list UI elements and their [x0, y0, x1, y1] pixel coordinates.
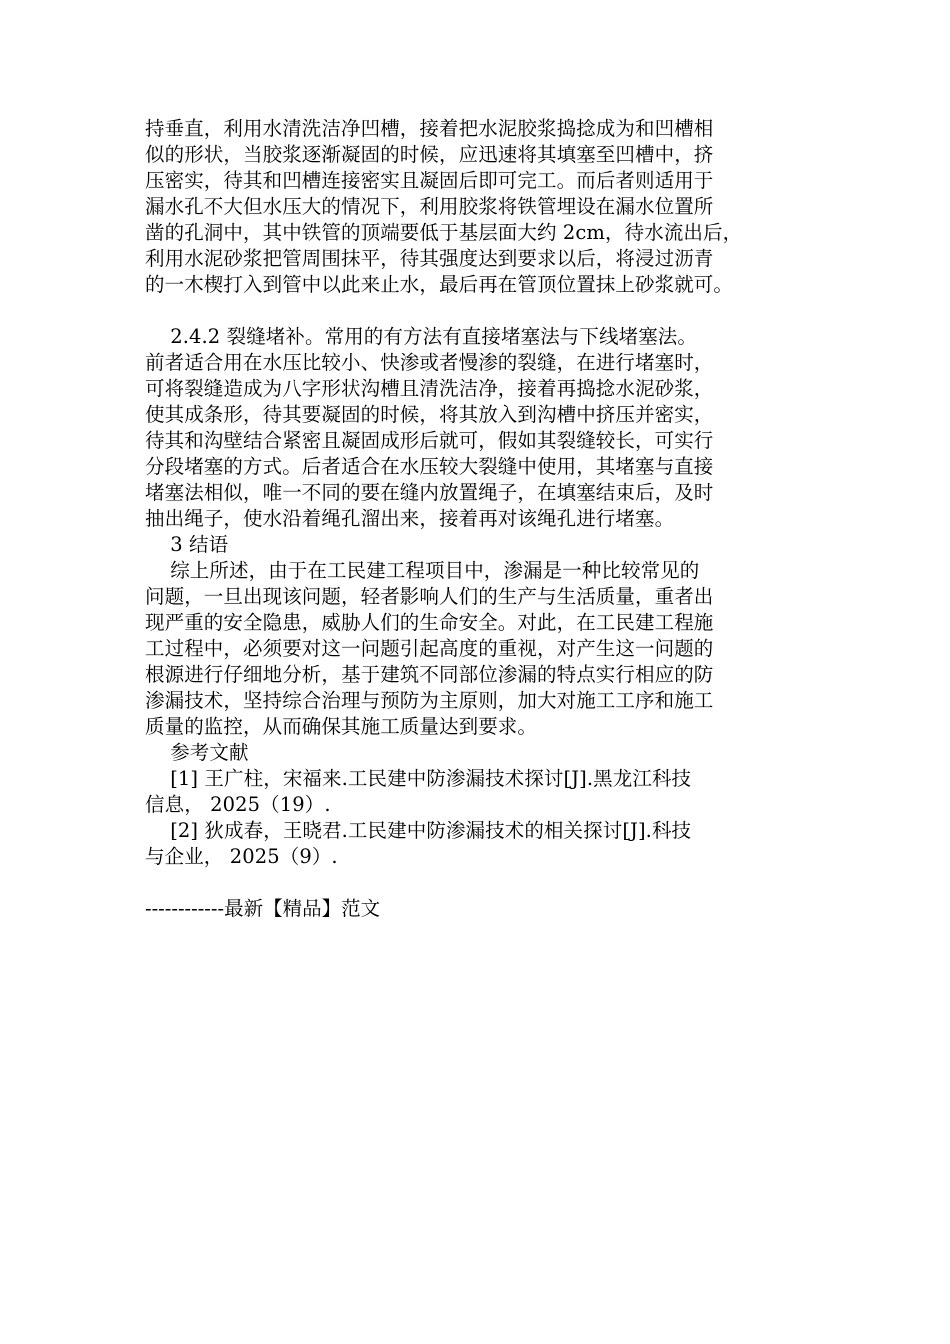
- text-line: 漏水孔不大但水压大的情况下，利用胶浆将铁管埋设在漏水位置所: [145, 195, 714, 218]
- text-line: 综上所述，由于在工民建工程项目中，渗漏是一种比较常见的: [145, 559, 700, 582]
- text-line: 渗漏技术，坚持综合治理与预防为主原则，加大对施工工序和施工: [145, 689, 714, 712]
- text-line: 可将裂缝造成为八字形状沟槽且清洗洁净，接着再捣捻水泥砂浆，: [145, 377, 714, 400]
- text-line: 堵塞法相似，唯一不同的要在缝内放置绳子，在填塞结束后，及时: [145, 481, 714, 504]
- text-line: 前者适合用在水压比较小、快渗或者慢渗的裂缝，在进行堵塞时，: [145, 351, 714, 374]
- text-line: 2.4.2 裂缝堵补。常用的有方法有直接堵塞法与下线堵塞法。: [145, 325, 698, 348]
- text-line: 压密实，待其和凹槽连接密实且凝固后即可完工。而后者则适用于: [145, 169, 714, 192]
- reference-line: [2] 狄成春，王晓君.工民建中防渗漏技术的相关探讨[J].科技: [145, 819, 692, 842]
- text-line: 待其和沟壁结合紧密且凝固成形后就可，假如其裂缝较长，可实行: [145, 429, 714, 452]
- text-line: 问题，一旦出现该问题，轻者影响人们的生产与生活质量，重者出: [145, 585, 714, 608]
- text-line: 使其成条形，待其要凝固的时候，将其放入到沟槽中挤压并密实，: [145, 403, 714, 426]
- footer-banner: ------------最新【精品】范文: [145, 897, 381, 920]
- paragraph-conclusion: [145, 558, 810, 740]
- text-line: 抽出绳子，使水沿着绳孔溜出来，接着再对该绳孔进行堵塞。: [145, 507, 675, 530]
- reference-line: 信息， 2025（19）.: [145, 793, 331, 816]
- reference-line: 与企业， 2025（9）.: [145, 845, 338, 868]
- text-line: 利用水泥砂浆把管周围抹平，待其强度达到要求以后，将浸过沥青: [145, 247, 714, 270]
- section-heading-conclusion: 3 结语: [145, 533, 229, 556]
- text-line: 工过程中，必须要对这一问题引起高度的重视，对产生这一问题的: [145, 637, 714, 660]
- text-line: 的一木楔打入到管中以此来止水，最后再在管顶位置抹上砂浆就可。: [145, 273, 734, 296]
- text-line: 现严重的安全隐患，威胁人们的生命安全。对此，在工民建工程施: [145, 611, 714, 634]
- text-line: 质量的监控，从而确保其施工质量达到要求。: [145, 715, 538, 738]
- text-line: 根源进行仔细地分析，基于建筑不同部位渗漏的特点实行相应的防: [145, 663, 714, 686]
- text-line: 分段堵塞的方式。后者适合在水压较大裂缝中使用，其堵塞与直接: [145, 455, 714, 478]
- text-line: 持垂直，利用水清洗洁净凹槽，接着把水泥胶浆捣捻成为和凹槽相: [145, 117, 714, 140]
- references-list: [145, 766, 810, 870]
- reference-line: [1] 王广柱，宋福来.工民建中防渗漏技术探讨[J].黑龙江科技: [145, 767, 692, 790]
- document-body: [145, 116, 810, 870]
- paragraph-crack-repair: [145, 324, 810, 532]
- references-heading: 参考文献: [145, 741, 249, 764]
- text-line: 凿的孔洞中，其中铁管的顶端要低于基层面大约 2cm，待水流出后，: [145, 221, 743, 244]
- paragraph-gap: [145, 298, 810, 324]
- paragraph-waterproof-hole: [145, 116, 810, 298]
- text-line: 似的形状，当胶浆逐渐凝固的时候，应迅速将其填塞至凹槽中，挤: [145, 143, 714, 166]
